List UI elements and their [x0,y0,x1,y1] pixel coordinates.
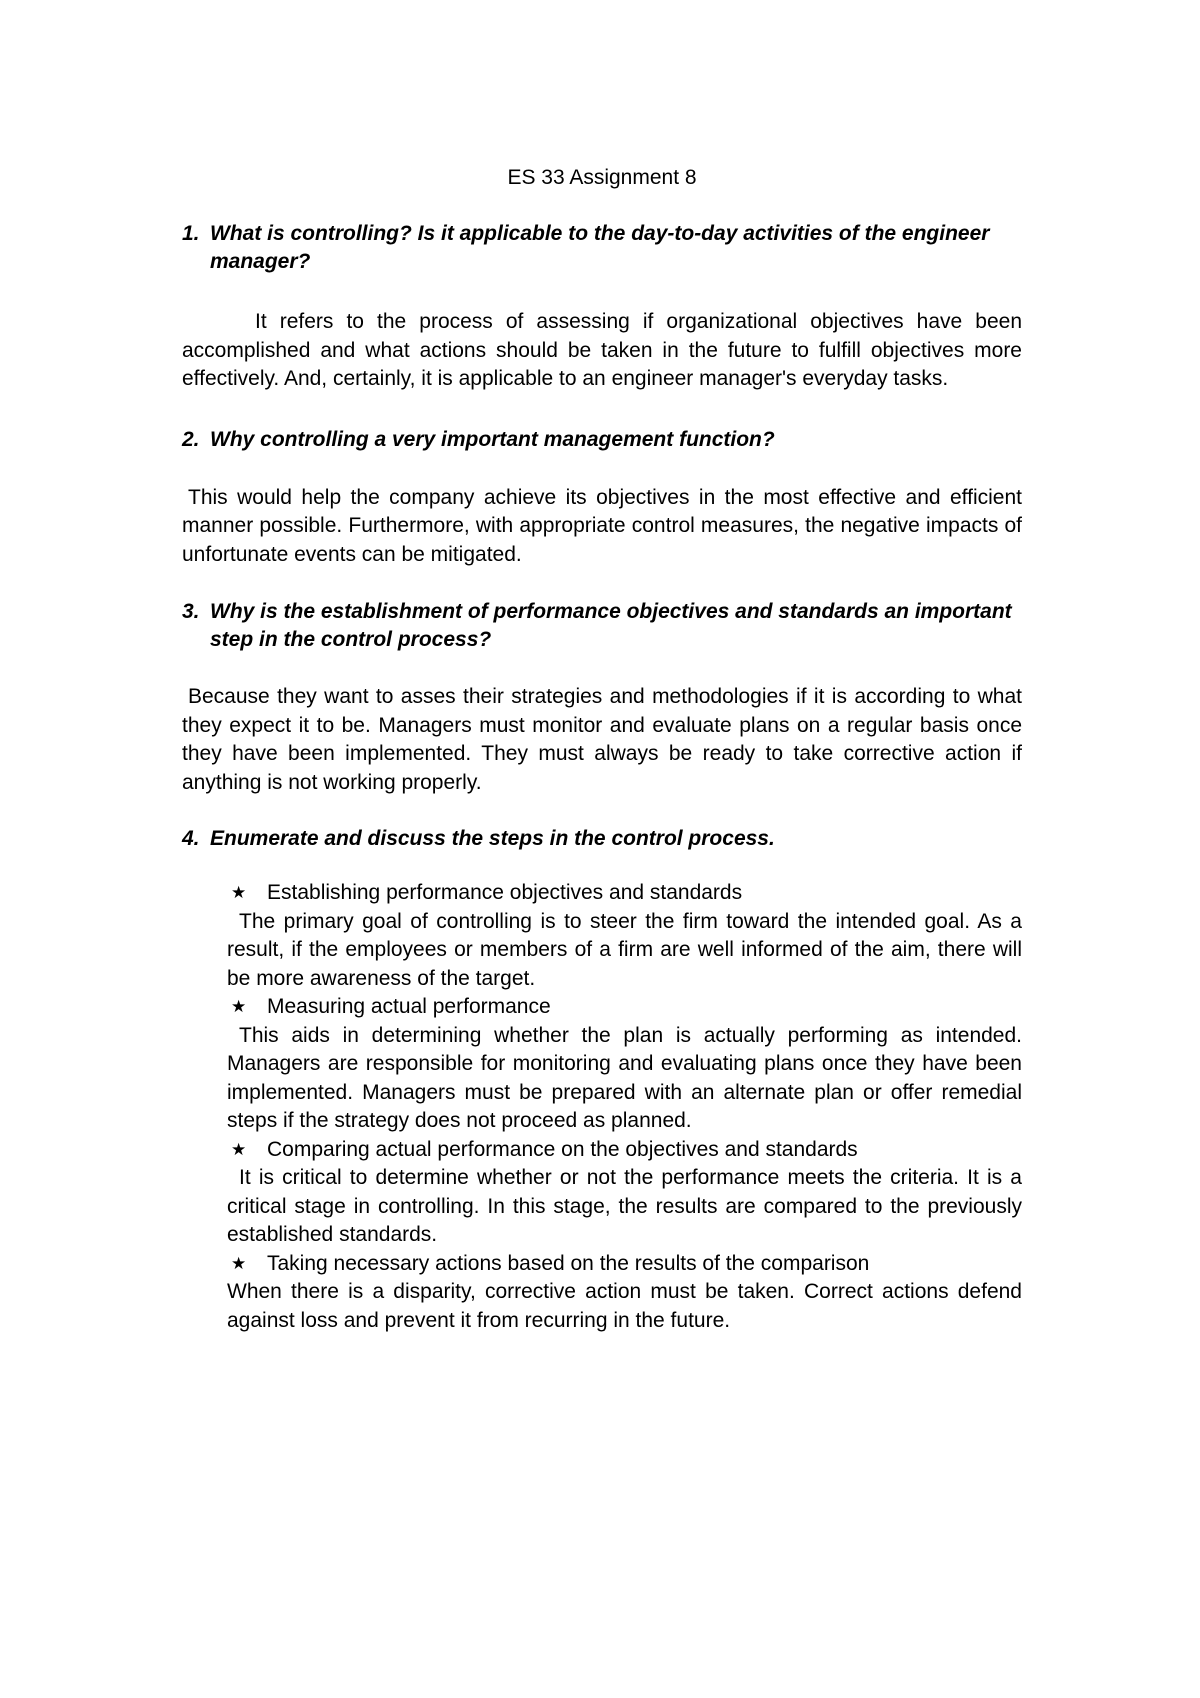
question-number: 1. [182,222,200,245]
step-heading [227,879,1022,908]
step-title: Taking necessary actions based on the results of the comparison [267,1251,870,1275]
question-2 [182,426,1022,454]
step-heading [227,1250,1022,1279]
step-title: Measuring actual performance [267,995,551,1018]
step-item [227,993,1022,1136]
question-1 [182,220,1022,276]
document-content [182,163,1022,1335]
answer-2: This would help the company achieve its objectives in the most effective and efficient manner possible. Furthermore, with appropriate control measures, the negative impacts of unfortunate events can be mitigated. [182,485,1022,566]
answer-1: It refers to the process of assessing if organizational objectives have been accomplished and what actions should be taken in the future to fulfill objectives more effectively. And, certainly, it is applicable to an engineer manager's everyday tasks. [182,310,1022,390]
document-title: ES 33 Assignment 8 [507,166,697,189]
step-title: Comparing actual performance on the objectives and standards [267,1137,858,1161]
question-number: 4. [182,827,200,850]
step-description: This aids in determining whether the plan is actually performing as intended. Managers are responsible for monitoring and evaluating plans once they have been implemented. Managers must be prepared with an alternate plan or offer remedial steps if the strategy does not proceed as planned. [227,1023,1022,1132]
step-heading [227,1136,1022,1165]
step-description: When there is a disparity, corrective action must be taken. Correct actions defend against loss and prevent it from recurring in the future. [227,1280,1022,1332]
question-3 [182,598,1022,654]
question-text: Enumerate and discuss the steps in the control process. [210,827,775,850]
step-description: The primary goal of controlling is to steer the firm toward the intended goal. As a result, if the employees or members of a firm are well informed of the aim, there will be more awareness of the target. [227,909,1022,990]
star-icon: ★ [231,883,247,903]
question-number: 2. [182,427,200,451]
step-item [227,1136,1022,1250]
step-description: It is critical to determine whether or not the performance meets the criteria. It is a critical stage in controlling. In this stage, the results are compared to the previously established standards. [227,1166,1022,1246]
control-process-steps [182,879,1022,1335]
question-number: 3. [182,600,200,623]
step-item [227,879,1022,993]
question-text: Why controlling a very important management function? [210,427,775,451]
star-icon: ★ [231,1253,247,1274]
answer-3: Because they want to asses their strategies and methodologies if it is according to what they expect it to be. Managers must monitor and evaluate plans on a regular basis once they have been implemented. They must always be ready to take corrective action if anything is not working properly. [182,685,1022,794]
question-4 [182,825,1022,853]
star-icon: ★ [231,997,247,1017]
question-text: What is controlling? Is it applicable to the day-to-day activities of the engineer manager? [210,222,990,273]
step-item [227,1250,1022,1336]
step-heading [227,993,1022,1022]
step-title: Establishing performance objectives and standards [267,881,743,904]
question-text: Why is the establishment of performance objectives and standards an important step in the control process? [210,600,1012,651]
star-icon: ★ [231,1139,247,1160]
